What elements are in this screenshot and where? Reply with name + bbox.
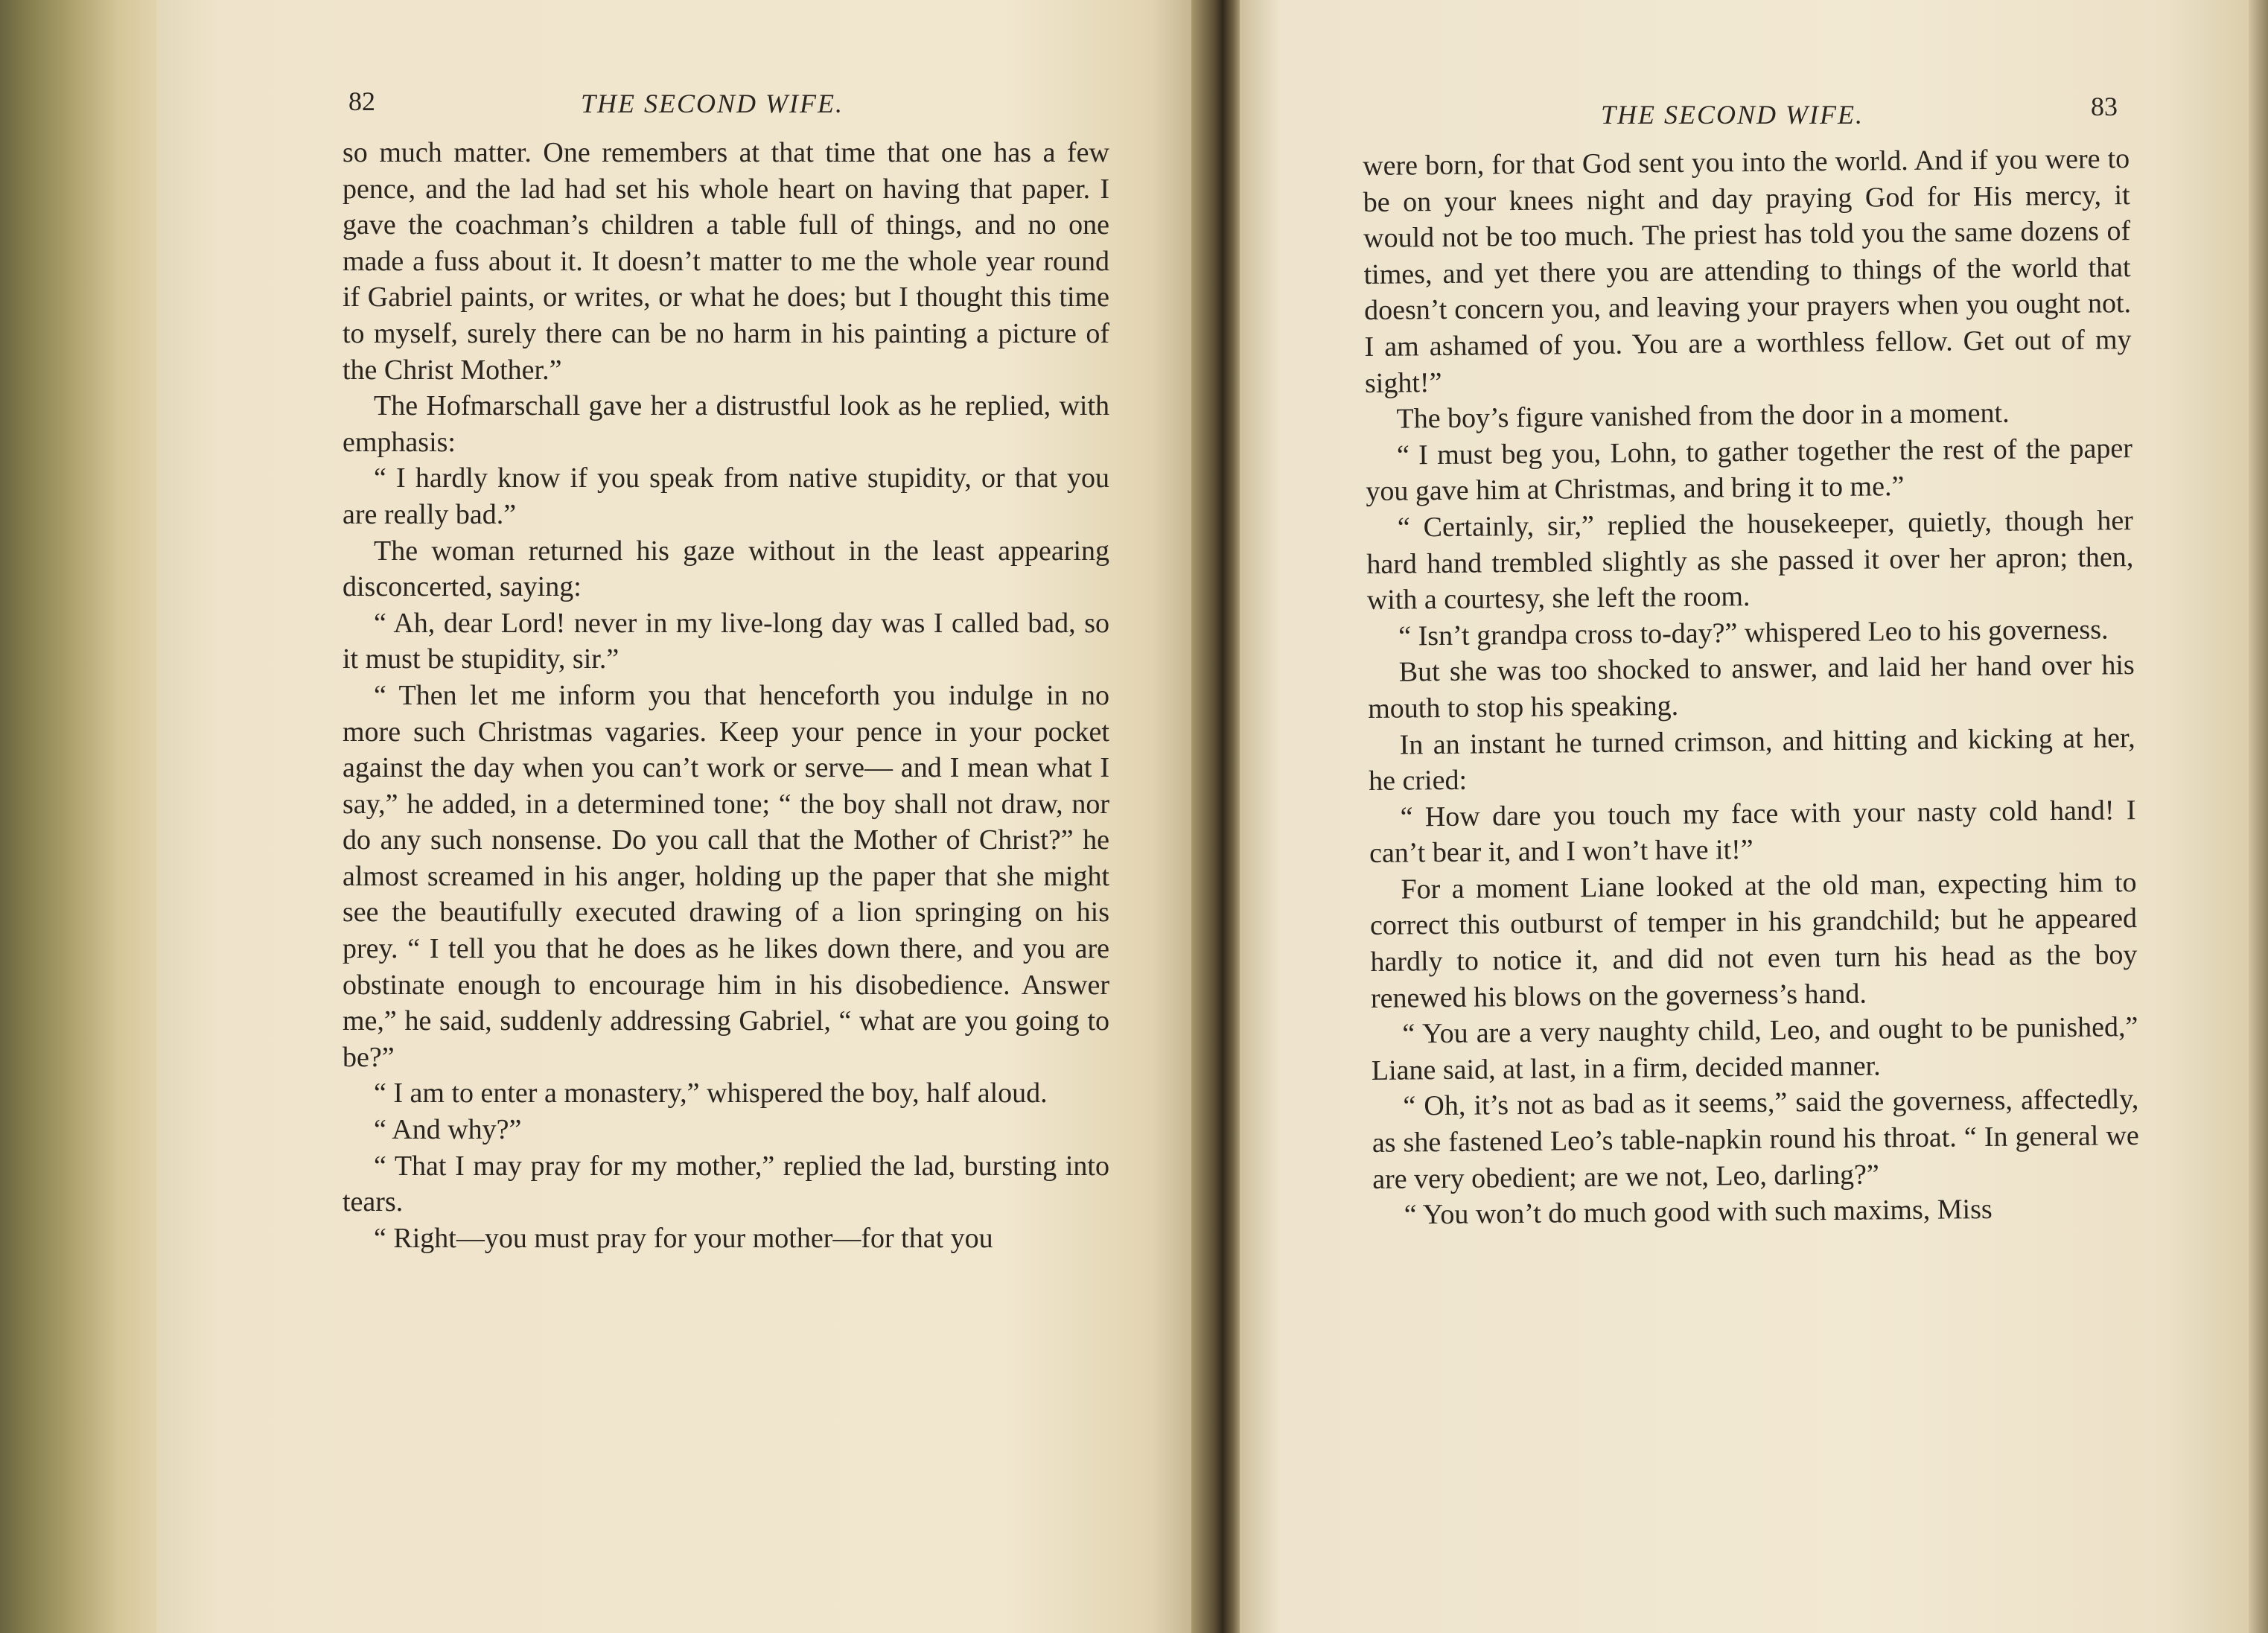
paragraph: were born, for that God sent you into the world. And if you were to be on your knees night and day praying God for His mercy, it would not be too much. The priest has told you the same dozens of times, and yet there you are attending to things of the world that doesn’t concern you, and leaving your prayers when you ought not. I am ashamed of you. You are a worthless fellow. Get out of my sight!” — [1363, 143, 2132, 399]
paragraph: But she was too shocked to answer, and laid her hand over his mouth to stop his speaking. — [1368, 649, 2135, 725]
paragraph: “ You won’t do much good with such maxims, Miss — [1404, 1194, 1993, 1231]
paragraph: The Hofmarschall gave her a distrustful look as he replied, with emphasis: — [343, 390, 1109, 458]
paragraph: “ I am to enter a monastery,” whispered the boy, half aloud. — [374, 1077, 1048, 1110]
paragraph: “ Ah, dear Lord! never in my live-long day was I called bad, so it must be stupidity, sir.” — [343, 607, 1109, 675]
book-edge-left — [0, 0, 171, 1633]
paragraph: “ Isn’t grandpa cross to-day?” whispered Leo to his governess. — [1398, 614, 2109, 652]
paragraph: In an instant he turned crimson, and hitting and kicking at her, he cried: — [1368, 722, 2135, 798]
paragraph: “ And why?” — [374, 1114, 522, 1146]
right-running-head: THE SECOND WIFE. — [1601, 100, 1864, 130]
paragraph: “ How dare you touch my face with your nasty cold hand! I can’t bear it, and I won’t have it!” — [1369, 794, 2136, 870]
right-page-number: 83 — [2091, 92, 2118, 121]
left-page-number: 82 — [348, 86, 375, 116]
right-page-text — [1363, 141, 2140, 1234]
paragraph: “ Certainly, sir,” replied the housekeeper, quietly, though her hard hand trembled slightly as she passed it over her apron; then, with a courtesy, she left the room. — [1366, 505, 2134, 617]
paragraph: “ I must beg you, Lohn, to gather together the rest of the paper you gave him at Christmas, and bring it to me.” — [1366, 432, 2133, 508]
paragraph: The woman returned his gaze without in the least appearing disconcerted, saying: — [343, 535, 1109, 603]
book-edge-right — [2249, 0, 2268, 1633]
paragraph: so much matter. One remembers at that time that one has a few pence, and the lad had set his whole heart on having that paper. I gave the coachman’s children a table full of things, and no one made a fuss about it. It doesn’t matter to me the whole year round if Gabriel paints, or writes, or what he does; but I thought this time to myself, surely there can be no harm in his painting a picture of the Christ Mother.” — [343, 137, 1109, 386]
book-gutter — [1191, 0, 1243, 1633]
paragraph: For a moment Liane looked at the old man, expecting him to correct this outburst of temper in his grandchild; but he appeared hardly to notice it, and did not even turn his head as the boy renewed his blows on the governess’s hand. — [1369, 866, 2138, 1014]
paragraph: “ That I may pray for my mother,” replied the lad, bursting into tears. — [343, 1150, 1109, 1218]
paragraph: “ I hardly know if you speak from native stupidity, or that you are really bad.” — [343, 462, 1109, 530]
paragraph: “ Right—you must pray for your mother—for that you — [374, 1222, 993, 1254]
paragraph: “ Then let me inform you that henceforth you indulge in no more such Christmas vagaries. Keep your pence in your pocket against the day when you can’t work or serve— and I mean what I say,” he added, in a determined tone; “ the boy shall not draw, nor do any such nonsense. Do you call that the Mother of Christ?” he almost screamed in his anger, holding up the paper that she might see the beautifully executed drawing of a lion springing on his prey. “ I tell you that he does as he likes down there, and you are obstinate enough to encourage him in his disobedience. Answer me,” he said, suddenly addressing Gabriel, “ what are you going to be?” — [343, 679, 1109, 1073]
left-page-text — [343, 135, 1109, 1256]
paragraph: The boy’s figure vanished from the door in a moment. — [1396, 397, 2010, 435]
left-running-head: THE SECOND WIFE. — [581, 89, 844, 118]
paragraph: “ Oh, it’s not as bad as it seems,” said the governess, affectedly, as she fastened Leo’s table-napkin round his throat. “ In general we are very obedient; are we not, Leo, darling?” — [1372, 1083, 2139, 1195]
paragraph: “ You are a very naughty child, Leo, and ought to be punished,” Liane said, at last, in a firm, decided manner. — [1371, 1011, 2138, 1086]
